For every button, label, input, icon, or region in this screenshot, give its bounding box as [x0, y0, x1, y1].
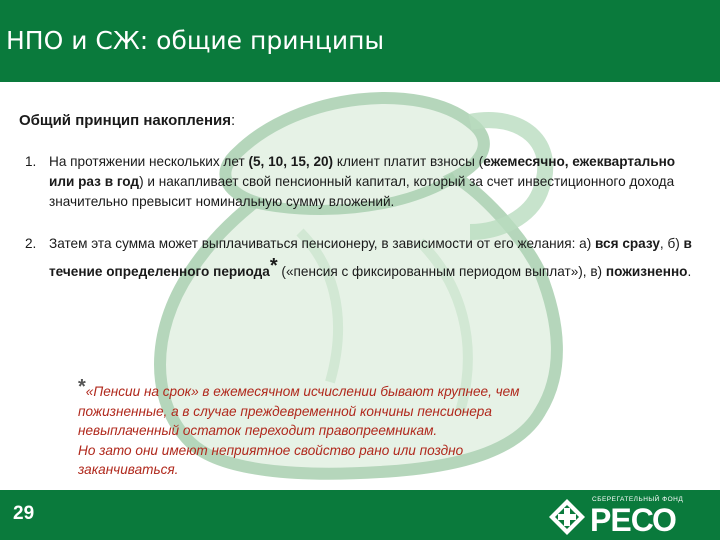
slide-title: НПО и СЖ: общие принципы — [6, 26, 385, 55]
reso-emblem-icon — [548, 498, 586, 536]
footnote-line: невыплаченный остаток переходит правопреемникам. — [78, 423, 438, 438]
list-item-2 — [25, 232, 705, 302]
section-heading — [19, 112, 235, 129]
footnote-line: заканчиваться. — [78, 462, 179, 477]
bold-run: вся сразу — [595, 236, 660, 251]
text-run: . — [687, 264, 692, 279]
list-item-number: 2. — [25, 236, 37, 251]
footnote-line: Но зато они имеют неприятное свойство рано или поздно — [78, 442, 464, 458]
bold-run: в течение определенного периода — [49, 236, 692, 279]
bold-run: пожизненно — [605, 264, 688, 279]
text-run: На протяжении нескольких лет — [49, 154, 249, 169]
section-heading-colon: : — [231, 112, 236, 129]
footnote-line — [78, 378, 638, 402]
bold-run: (5, 10, 15, 20) — [248, 154, 334, 169]
footnote-star: * — [269, 255, 278, 277]
text-run: Затем эта сумма может выплачиваться пенсионеру, в зависимости от его желания: а) — [49, 236, 596, 251]
bold-run: ежемесячно, ежеквартально или раз в год — [49, 154, 676, 189]
footnote-line: пожизненные, а в случае преждевременной кончины пенсионера — [78, 403, 492, 419]
text-run: («пенсия с фиксированным периодом выплат»), в) — [277, 264, 606, 279]
section-heading-text: Общий принцип накопления — [19, 112, 232, 129]
list-item-text — [49, 232, 699, 283]
slide-header — [0, 0, 720, 82]
list-item-text — [49, 152, 699, 212]
logo-name: РЕСО — [590, 502, 676, 538]
list-item-number: 1. — [25, 154, 37, 169]
slide-footer — [0, 490, 720, 540]
text-run: ) и накапливает свой пенсионный капитал, который за счет инвестиционного дохода значительно превысит номинальную сумму вложений. — [49, 174, 675, 209]
page-number: 29 — [13, 503, 35, 524]
reso-logo — [548, 496, 698, 536]
text-run: клиент платит взносы ( — [333, 154, 484, 169]
text-run: , б) — [659, 236, 684, 251]
footnote — [78, 378, 638, 480]
list-item-1 — [25, 152, 705, 216]
footnote-text: «Пенсии на срок» в ежемесячном исчислении бывают крупнее, чем — [85, 384, 520, 399]
logo-subtitle: СБЕРЕГАТЕЛЬНЫЙ ФОНД — [592, 496, 684, 503]
footnote-star: * — [78, 376, 86, 398]
